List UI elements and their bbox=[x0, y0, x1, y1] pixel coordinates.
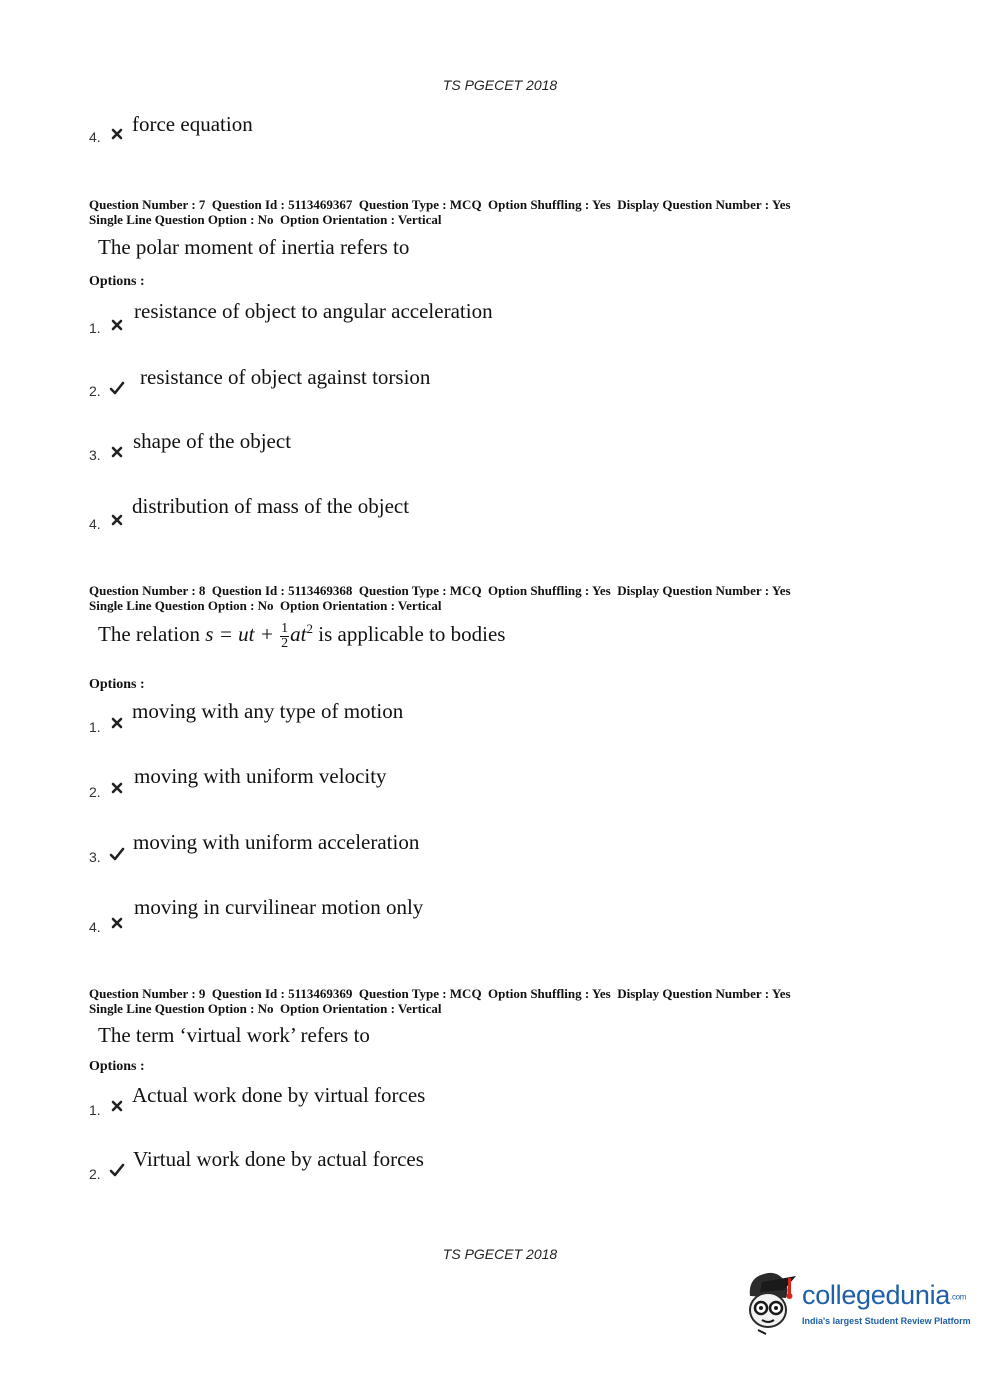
option-number: 1. bbox=[89, 1102, 101, 1118]
mascot-icon bbox=[740, 1268, 802, 1340]
option-text: moving in curvilinear motion only bbox=[134, 895, 424, 919]
question-text: The relation s = ut + $\frac{1}{2}$ $at^2$ is applicable to bodies bbox=[98, 620, 506, 651]
option-item bbox=[0, 699, 700, 739]
logo-tagline: India's largest Student Review Platform bbox=[802, 1316, 971, 1326]
option-item bbox=[0, 299, 700, 339]
cross-icon bbox=[109, 915, 125, 931]
option-text: moving with uniform velocity bbox=[134, 764, 387, 788]
check-icon bbox=[109, 1162, 125, 1178]
option-item bbox=[0, 365, 700, 405]
question-text: The term ‘virtual work’ refers to bbox=[98, 1023, 370, 1047]
check-icon bbox=[109, 380, 125, 396]
option-number: 4. bbox=[89, 129, 101, 145]
option-item bbox=[0, 895, 700, 935]
cross-icon bbox=[109, 715, 125, 731]
cross-icon bbox=[109, 780, 125, 796]
option-number: 4. bbox=[89, 516, 101, 532]
option-number: 3. bbox=[89, 849, 101, 865]
option-text: shape of the object bbox=[133, 429, 292, 453]
question-meta: Question Number : 9 Question Id : 5113469369 Question Type : MCQ Option Shuffling : Yes Display Question Number : Yes Single Line Question Option : No Option Orientation : Vertical bbox=[89, 986, 791, 1016]
option-text: Actual work done by virtual forces bbox=[132, 1083, 426, 1107]
check-icon bbox=[109, 846, 125, 862]
option-number: 2. bbox=[89, 784, 101, 800]
cross-icon bbox=[109, 444, 125, 460]
cross-icon bbox=[109, 1098, 125, 1114]
collegedunia-logo bbox=[740, 1268, 970, 1340]
option-item bbox=[0, 1083, 700, 1123]
option-item bbox=[0, 1147, 700, 1187]
option-text: distribution of mass of the object bbox=[132, 494, 410, 518]
option-item bbox=[0, 112, 700, 152]
option-item bbox=[0, 764, 700, 804]
question-meta: Question Number : 7 Question Id : 5113469367 Question Type : MCQ Option Shuffling : Yes Display Question Number : Yes Single Line Question Option : No Option Orientation : Vertical bbox=[89, 197, 791, 227]
cross-icon bbox=[109, 512, 125, 528]
option-item bbox=[0, 429, 700, 469]
option-number: 4. bbox=[89, 919, 101, 935]
formula-lhs: s = ut + bbox=[205, 622, 280, 646]
option-item bbox=[0, 830, 700, 870]
formula-rhs: at bbox=[290, 622, 307, 646]
option-number: 1. bbox=[89, 719, 101, 735]
option-text: resistance of object against torsion bbox=[140, 365, 431, 389]
options-label: Options : bbox=[89, 677, 145, 692]
option-text: Virtual work done by actual forces bbox=[133, 1147, 424, 1171]
option-text: moving with uniform acceleration bbox=[133, 830, 420, 854]
page-header: TS PGECET 2018 bbox=[442, 77, 558, 93]
page-footer: TS PGECET 2018 bbox=[442, 1246, 558, 1262]
cross-icon bbox=[109, 317, 125, 333]
option-text: force equation bbox=[132, 112, 253, 136]
option-number: 2. bbox=[89, 383, 101, 399]
cross-icon bbox=[109, 126, 125, 142]
question-text: The polar moment of inertia refers to bbox=[98, 235, 410, 259]
logo-wordmark: collegedunia bbox=[802, 1280, 951, 1310]
option-item bbox=[0, 494, 700, 534]
option-number: 3. bbox=[89, 447, 101, 463]
fraction: $\frac{1}{2}$ bbox=[281, 620, 289, 651]
option-text: moving with any type of motion bbox=[132, 699, 404, 723]
options-label: Options : bbox=[89, 274, 145, 289]
option-number: 1. bbox=[89, 320, 101, 336]
option-text: resistance of object to angular acceleration bbox=[134, 299, 493, 323]
question-meta: Question Number : 8 Question Id : 5113469368 Question Type : MCQ Option Shuffling : Yes Display Question Number : Yes Single Line Question Option : No Option Orientation : Vertical bbox=[89, 583, 791, 613]
options-label: Options : bbox=[89, 1059, 145, 1074]
option-number: 2. bbox=[89, 1166, 101, 1182]
logo-suffix: .com bbox=[950, 1292, 967, 1302]
